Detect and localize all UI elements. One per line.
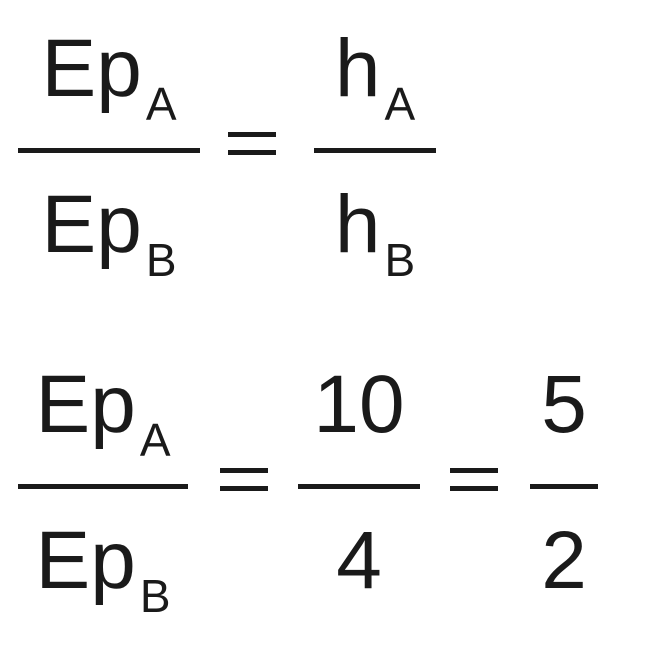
denominator-2: 2 bbox=[541, 515, 587, 606]
equals-sign bbox=[228, 128, 276, 160]
h-b-subscript: B bbox=[384, 234, 416, 286]
numerator-h-a bbox=[314, 23, 436, 130]
denominator-4: 4 bbox=[336, 515, 382, 606]
ep-a-subscript: A bbox=[145, 78, 177, 130]
h-a-subscript: A bbox=[384, 78, 416, 130]
ep-a-base: Ep bbox=[41, 23, 142, 114]
equation-ratio-energy-height bbox=[0, 0, 672, 320]
fraction-ten-fourths bbox=[298, 336, 420, 656]
ep-b-subscript: B bbox=[145, 234, 177, 286]
ep-b-base: Ep bbox=[41, 179, 142, 270]
fraction-h-ratio bbox=[314, 0, 436, 320]
h-b-base: h bbox=[334, 179, 381, 270]
numerator-ep-a bbox=[18, 23, 200, 130]
numerator-10: 10 bbox=[313, 359, 405, 450]
fraction-bar bbox=[18, 484, 188, 489]
equals-sign bbox=[220, 464, 268, 496]
fraction-bar bbox=[18, 148, 200, 153]
numerator-ep-a bbox=[18, 359, 188, 466]
denominator-ep-b bbox=[18, 179, 200, 286]
fraction-five-halves bbox=[530, 336, 598, 656]
equation-ratio-values bbox=[0, 336, 672, 656]
ep-b-base: Ep bbox=[35, 515, 136, 606]
fraction-ep-ratio bbox=[18, 0, 200, 320]
denominator-h-b bbox=[314, 179, 436, 286]
equals-sign bbox=[450, 464, 498, 496]
fraction-bar bbox=[530, 484, 598, 489]
h-a-base: h bbox=[334, 23, 381, 114]
denominator-ep-b bbox=[18, 515, 188, 622]
ep-b-subscript: B bbox=[139, 570, 171, 622]
fraction-ep-ratio bbox=[18, 336, 188, 656]
fraction-bar bbox=[314, 148, 436, 153]
fraction-bar bbox=[298, 484, 420, 489]
ep-a-subscript: A bbox=[139, 414, 171, 466]
ep-a-base: Ep bbox=[35, 359, 136, 450]
numerator-5: 5 bbox=[541, 359, 587, 450]
